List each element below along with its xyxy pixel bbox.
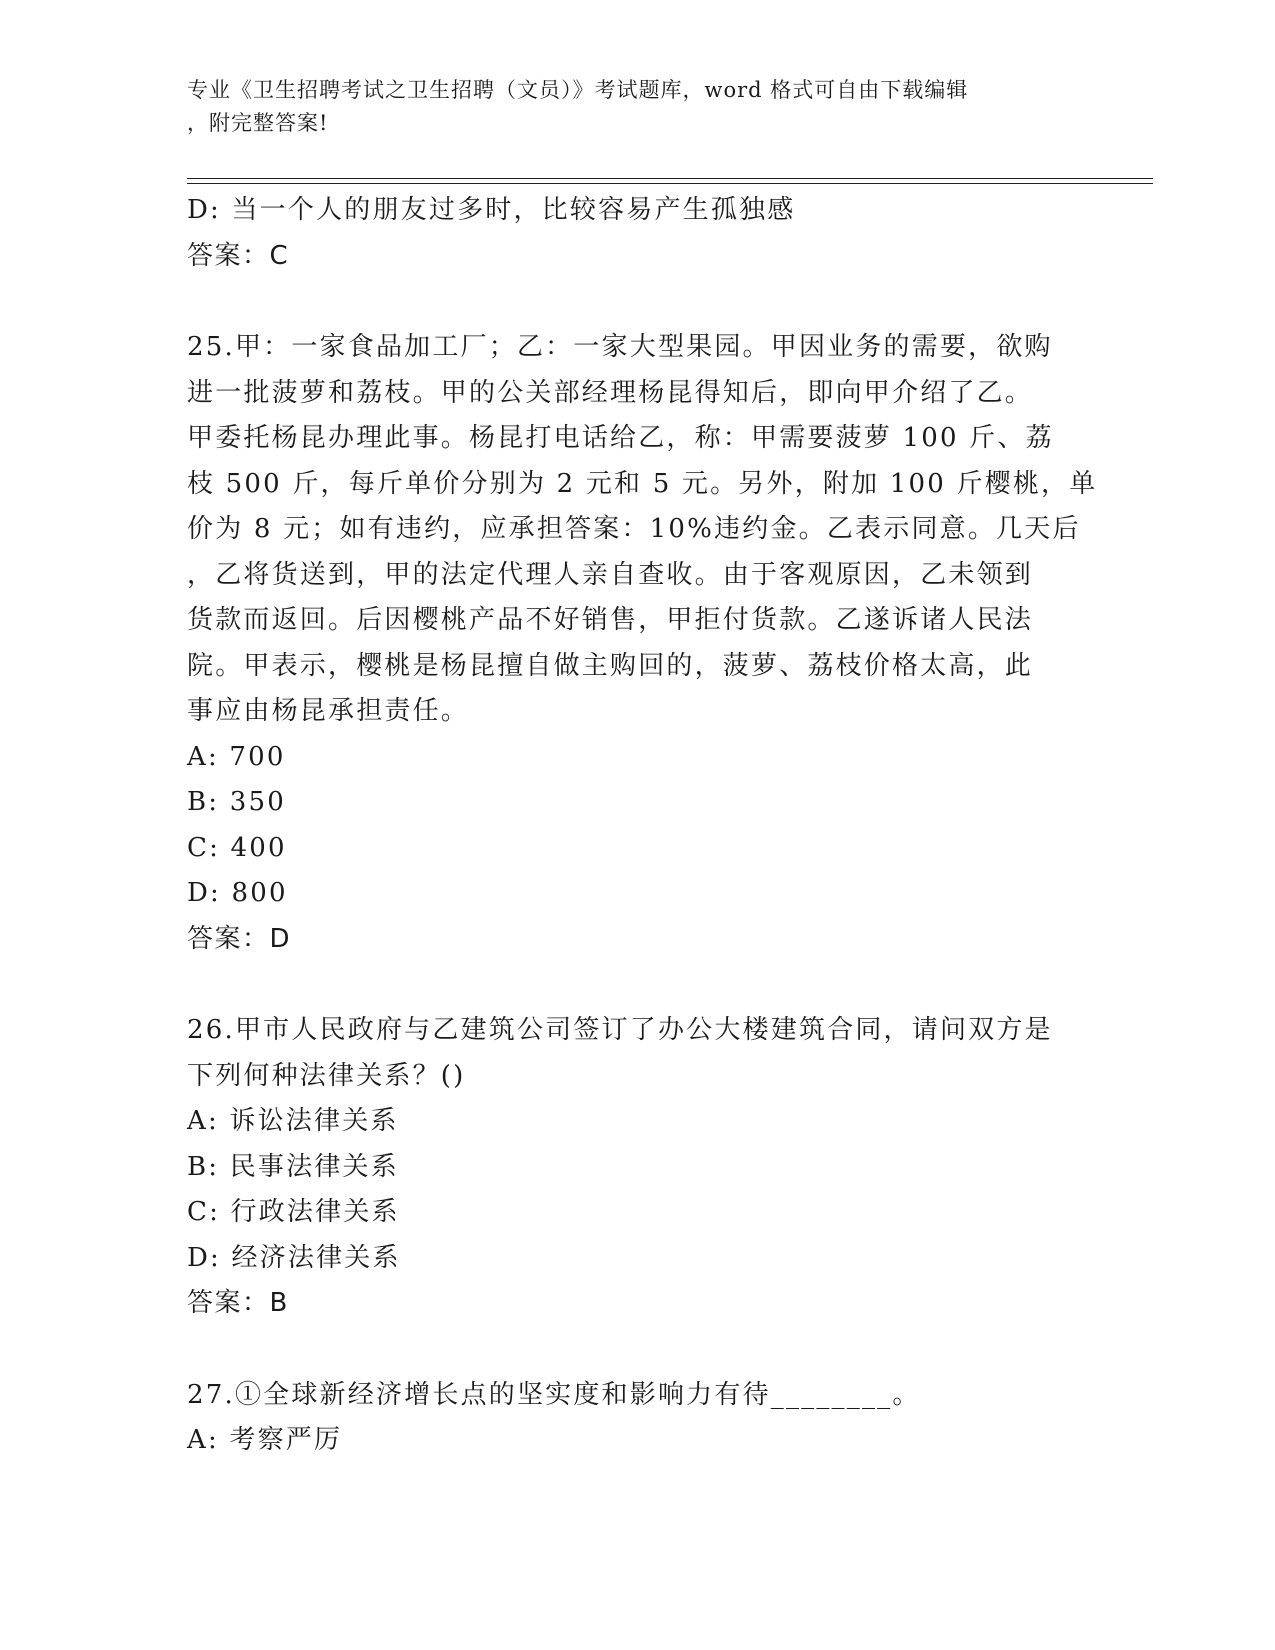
question-stem-line: 26.甲市人民政府与乙建筑公司签订了办公大楼建筑合同，请问双方是: [187, 1015, 1053, 1045]
header-rule-top: [187, 178, 1153, 179]
option-b: B: 350: [187, 787, 286, 817]
option-d: D: 800: [187, 878, 288, 908]
question-stem-line: 事应由杨昆承担责任。: [187, 696, 470, 726]
question-stem-line: 27.①全球新经济增长点的坚实度和影响力有待________。: [187, 1379, 921, 1410]
question-stem-line: 货款而返回。后因樱桃产品不好销售，甲拒付货款。乙遂诉诸人民法: [187, 605, 1034, 635]
answer: 答案：C: [187, 240, 290, 271]
option-b: B: 民事法律关系: [187, 1151, 399, 1182]
question-stem-line: 院。甲表示，樱桃是杨昆擅自做主购回的，菠萝、荔枝价格太高，此: [187, 650, 1034, 681]
header-line-2: ，附完整答案!: [187, 111, 329, 135]
document-header: [187, 74, 1067, 140]
answer: 答案：B: [187, 1288, 289, 1318]
question-stem-line: 价为 8 元；如有违约，应承担答案：10%违约金。乙表示同意。几天后: [187, 514, 1081, 544]
question-24-tail: [187, 188, 1067, 279]
question-stem-line: 进一批菠萝和荔枝。甲的公关部经理杨昆得知后，即向甲介绍了乙。: [187, 377, 1034, 408]
option-d: D: 经济法律关系: [187, 1242, 401, 1273]
question-26: [187, 1008, 1067, 1327]
question-25: [187, 325, 1098, 962]
option-c: C: 行政法律关系: [187, 1197, 400, 1227]
option-d: D: 当一个人的朋友过多时，比较容易产生孤独感: [187, 195, 796, 225]
option-a: A: 考察严厉: [187, 1425, 343, 1455]
option-a: A: 诉讼法律关系: [187, 1106, 399, 1136]
option-a: A: 700: [187, 741, 286, 772]
question-27: [187, 1373, 1067, 1464]
option-c: C: 400: [187, 832, 287, 863]
question-stem-line: 下列何种法律关系？(): [187, 1060, 466, 1091]
question-stem-line: 25.甲：一家食品加工厂；乙：一家大型果园。甲因业务的需要，欲购: [187, 332, 1053, 362]
header-line-1: 专业《卫生招聘考试之卫生招聘（文员）》考试题库，word 格式可自由下载编辑: [187, 78, 969, 102]
header-rule-bottom: [187, 183, 1153, 184]
question-stem-line: 甲委托杨昆办理此事。杨昆打电话给乙，称：甲需要菠萝 100 斤、荔: [187, 423, 1054, 453]
document-body: [187, 188, 1098, 1464]
question-stem-line: 枝 500 斤，每斤单价分别为 2 元和 5 元。另外，附加 100 斤樱桃，单: [187, 468, 1098, 499]
question-stem-line: ，乙将货送到，甲的法定代理人亲自查收。由于客观原因，乙未领到: [187, 559, 1034, 590]
answer: 答案：D: [187, 923, 292, 954]
